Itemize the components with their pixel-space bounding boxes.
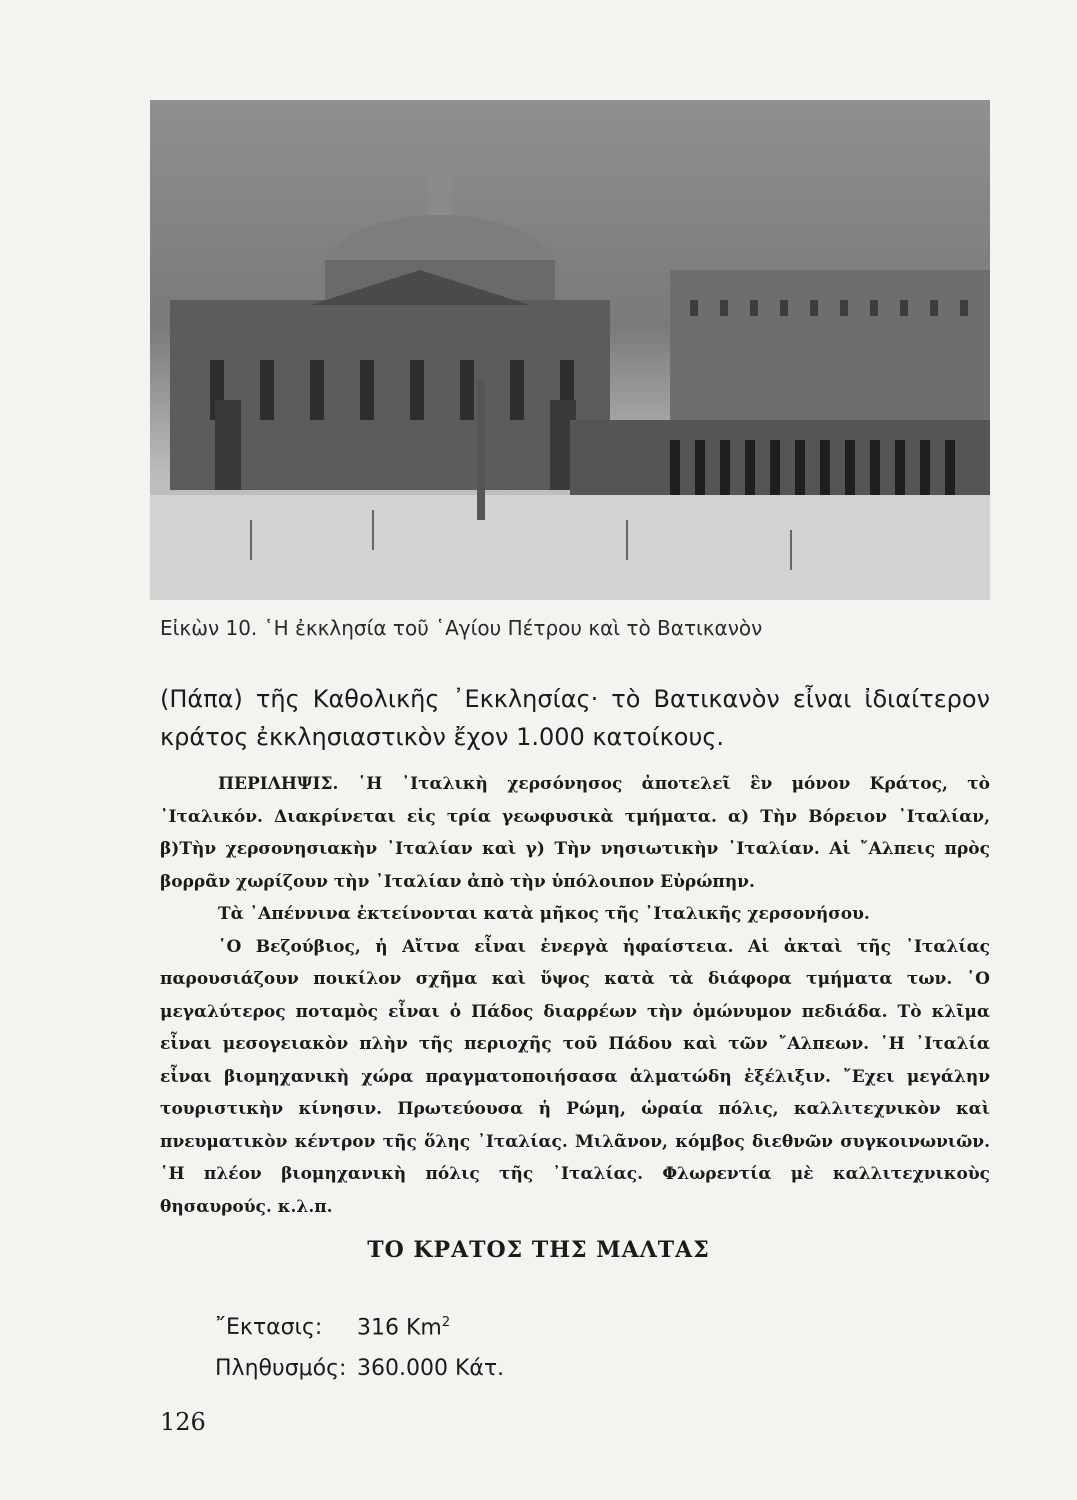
basilica-illustration	[150, 100, 990, 600]
population-value: 360.000 Κάτ.	[357, 1356, 505, 1382]
st-peters-vatican-photo	[150, 100, 990, 600]
area-label: ῎Εκτασις:	[215, 1315, 323, 1341]
intro-paragraph: (Πάπα) τῆς Καθολικῆς ᾿Εκκλησίας· τὸ Βατικανὸν εἶναι ἰδιαίτερον κράτος ἐκκλησιαστικὸν ἔχον 1.000 κατοίκους.	[160, 685, 990, 751]
population-label: Πληθυσμός:	[215, 1356, 347, 1382]
summary-section	[160, 768, 990, 1223]
summary-paragraph: ῾Ο Βεζούβιος, ἡ Αἴτνα εἶναι ἐνεργὰ ἡφαίστεια. Αἱ ἀκταὶ τῆς ᾿Ιταλίας παρουσιάζουν ποικίλον σχῆμα καὶ ὕψος κατὰ τὰ διάφορα τμήματα των. ῾Ο μεγαλύτερος ποταμὸς εἶναι ὁ Πάδος διαρρέων τὴν ὁμώνυμον πεδιάδα. Τὸ κλῖμα εἶναι μεσογειακὸν πλὴν τῆς περιοχῆς τοῦ Πάδου καὶ τῶν ῎Αλπεων. ῾Η ᾿Ιταλία εἶναι βιομηχανικὴ χώρα πραγματοποιήσασα ἁλματώδη ἐξέλιξιν. ῎Εχει μεγάλην τουριστικὴν κίνησιν. Πρωτεύουσα ἡ Ρώμη, ὡραία πόλις, καλλιτεχνικὸν καὶ πνευματικὸν κέντρον τῆς ὅλης ᾿Ιταλίας. Μιλᾶνον, κόμβος διεθνῶν συγκοινωνιῶν. ῾Η πλέον βιομηχανικὴ πόλις τῆς ᾿Ιταλίας. Φλωρεντία μὲ καλλιτεχνικοὺς θησαυρούς. κ.λ.π.	[160, 936, 990, 1217]
summary-paragraph: ΠΕΡΙΛΗΨΙΣ. ῾Η ᾿Ιταλικὴ χερσόνησος ἀποτελεῖ ἓν μόνον Κράτος, τὸ ᾿Ιταλικόν. Διακρίνεται εἰς τρία γεωφυσικὰ τμήματα. α) Τὴν Βόρειον ᾿Ιταλίαν, β)Τὴν χερσονησιακὴν ᾿Ιταλίαν καὶ γ) Τὴν νησιωτικὴν ᾿Ιταλίαν. Αἱ ῎Αλπεις πρὸς βορρᾶν χωρίζουν τὴν ᾿Ιταλίαν ἀπὸ τὴν ὑπόλοιπον Εὐρώπην.	[160, 774, 990, 892]
area-row	[215, 1302, 504, 1348]
country-facts	[215, 1302, 504, 1389]
population-row	[215, 1348, 504, 1389]
page-number: 126	[160, 1408, 206, 1436]
section-title: ΤΟ ΚΡΑΤΟΣ ΤΗΣ ΜΑΛΤΑΣ	[367, 1237, 710, 1263]
area-unit-exponent: 2	[441, 1315, 451, 1330]
figure-caption: Εἰκὼν 10. ῾Η ἐκκλησία τοῦ ῾Αγίου Πέτρου καὶ τὸ Βατικανὸν	[160, 616, 763, 640]
area-value: 316 Km	[357, 1315, 442, 1341]
summary-paragraph: Τὰ ᾿Απέννινα ἐκτείνονται κατὰ μῆκος τῆς ᾿Ιταλικῆς χερσονήσου.	[218, 904, 870, 924]
